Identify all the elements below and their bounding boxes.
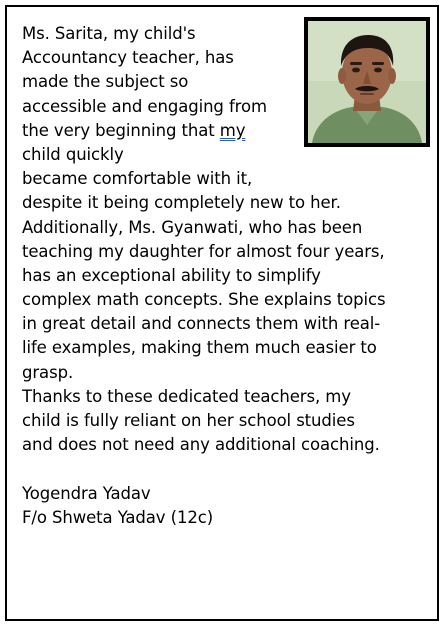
- testimonial-line: Accountancy teacher, has: [22, 48, 234, 68]
- blank-line: [22, 457, 427, 481]
- testimonial-line: child is fully reliant on her school studies: [22, 411, 355, 430]
- testimonial-line: Thanks to these dedicated teachers, my: [22, 386, 351, 406]
- spellcheck-marked-word: my: [219, 120, 246, 140]
- signature-name: Yogendra Yadav: [22, 483, 151, 503]
- testimonial-card: [5, 5, 439, 621]
- testimonial-line: in great detail and connects them with real-: [22, 314, 381, 334]
- testimonial-line: despite it being completely new to her.: [22, 193, 341, 213]
- testimonial-line: [22, 119, 427, 143]
- testimonial-line: has an exceptional ability to simplify: [22, 265, 321, 285]
- testimonial-line: child quickly: [22, 144, 124, 164]
- testimonial-line: Additionally, Ms. Gyanwati, who has been: [22, 217, 363, 237]
- testimonial-line: life examples, making them much easier to: [22, 338, 377, 358]
- testimonial-line: accessible and engaging from: [22, 96, 267, 116]
- testimonial-line: grasp.: [22, 362, 74, 382]
- testimonial-line: became comfortable with it,: [22, 169, 253, 189]
- testimonial-line: complex math concepts. She explains topics: [22, 290, 386, 310]
- testimonial-line: and does not need any additional coaching.: [22, 435, 380, 455]
- signature-relation: F/o Shweta Yadav (12c): [22, 507, 214, 527]
- testimonial-line: teaching my daughter for almost four years,: [22, 241, 385, 261]
- testimonial-line: made the subject so: [22, 72, 189, 92]
- testimonial-line: Ms. Sarita, my child's: [22, 24, 196, 43]
- testimonial-line-part: the very beginning that: [22, 120, 215, 140]
- testimonial-text: [22, 22, 427, 530]
